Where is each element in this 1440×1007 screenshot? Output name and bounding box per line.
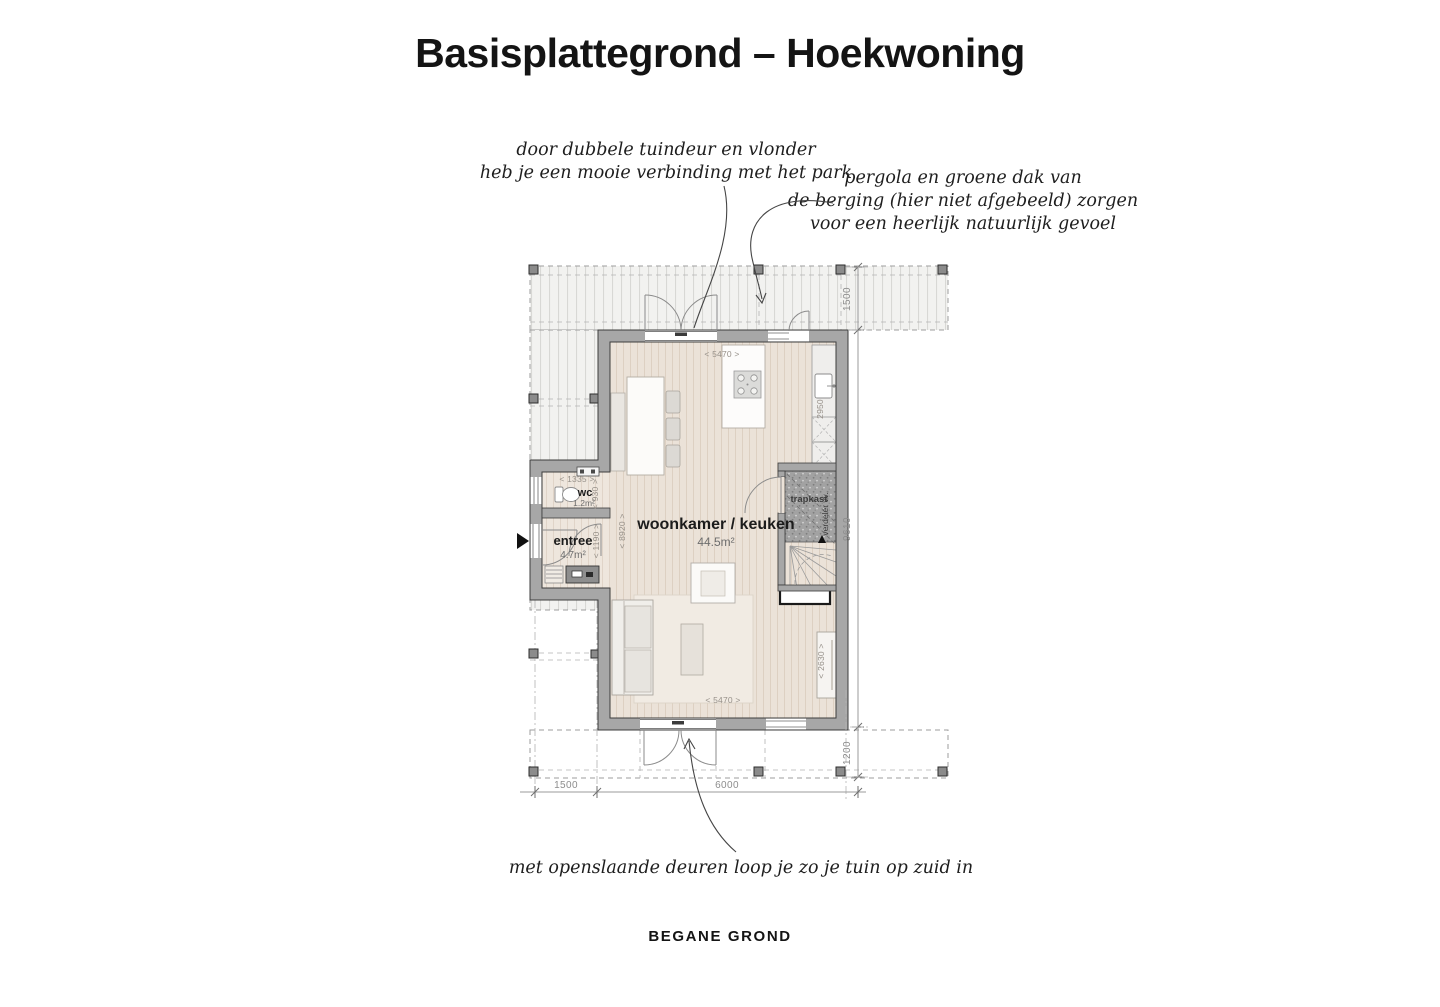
dim-living-depth: < 8920 > bbox=[617, 513, 627, 549]
armchair bbox=[691, 563, 735, 603]
wc-area: 1.2m² bbox=[573, 498, 595, 508]
window-wc bbox=[531, 477, 542, 504]
dim-right-1200: 1200 bbox=[842, 741, 853, 765]
coffee-table bbox=[681, 624, 703, 675]
page-title: Basisplattegrond – Hoekwoning bbox=[415, 30, 1025, 76]
entrance-arrow-icon bbox=[517, 533, 529, 549]
dim-sideboard: < 2630 > bbox=[816, 643, 826, 679]
dim-top-width: < 5470 > bbox=[704, 349, 740, 359]
dim-wc-depth: < 930 > bbox=[590, 478, 600, 510]
window-south bbox=[766, 719, 806, 730]
dim-bottom-width: < 5470 > bbox=[705, 695, 741, 705]
wall-stairs-bottom bbox=[778, 585, 836, 591]
dining-table bbox=[627, 377, 664, 475]
entree-label: entree bbox=[553, 533, 593, 548]
annotation-garden-line1: met openslaande deuren loop je zo je tuin op zuid in bbox=[508, 858, 974, 878]
wall-trapkast-top bbox=[778, 463, 836, 471]
meter-cabinet bbox=[566, 566, 599, 583]
dim-counter: 2950 bbox=[815, 399, 825, 419]
deck-north bbox=[530, 266, 948, 330]
living-room-area: 44.5m² bbox=[697, 535, 735, 549]
dining-chair bbox=[666, 445, 680, 467]
annotation-pergola-line2: de berging (hier niet afgebeeld) zorgen bbox=[787, 191, 1139, 212]
terrace-south bbox=[530, 730, 948, 778]
wall-trapkast-left bbox=[778, 471, 785, 477]
annotation-pergola-line1: pergola en groene dak van bbox=[844, 168, 1082, 188]
dining-chair bbox=[666, 418, 680, 440]
cooktop-icon bbox=[734, 371, 761, 398]
window-north bbox=[768, 331, 789, 342]
floor-label: BEGANE GROND bbox=[648, 928, 792, 945]
dim-bottom-6000: 6000 bbox=[715, 780, 739, 791]
stair-niche bbox=[780, 590, 830, 604]
dining-chair bbox=[666, 391, 680, 413]
dim-wc-width: < 1335 > bbox=[559, 474, 595, 484]
entree-area: 4.7m² bbox=[560, 550, 586, 561]
doormat bbox=[545, 566, 563, 583]
verdeler-label: verdeler vv. bbox=[820, 492, 830, 536]
dim-bottom-1500: 1500 bbox=[554, 780, 578, 791]
trapkast-label: trapkast bbox=[790, 494, 828, 505]
sofa bbox=[612, 600, 653, 695]
annotation-park-line2: heb je een mooie verbinding met het park bbox=[479, 163, 853, 184]
dim-right-1500: 1500 bbox=[842, 287, 853, 311]
dim-right-9610: 9610 bbox=[842, 517, 853, 541]
dining-bench bbox=[611, 393, 625, 471]
dim-entree-door: < 1190 > bbox=[591, 523, 601, 559]
living-room-label: woonkamer / keuken bbox=[637, 516, 795, 533]
annotation-park-line1: door dubbele tuindeur en vlonder bbox=[516, 140, 816, 160]
annotation-pergola-line3: voor een heerlijk natuurlijk gevoel bbox=[810, 214, 1116, 235]
wc-label: wc bbox=[577, 487, 593, 499]
